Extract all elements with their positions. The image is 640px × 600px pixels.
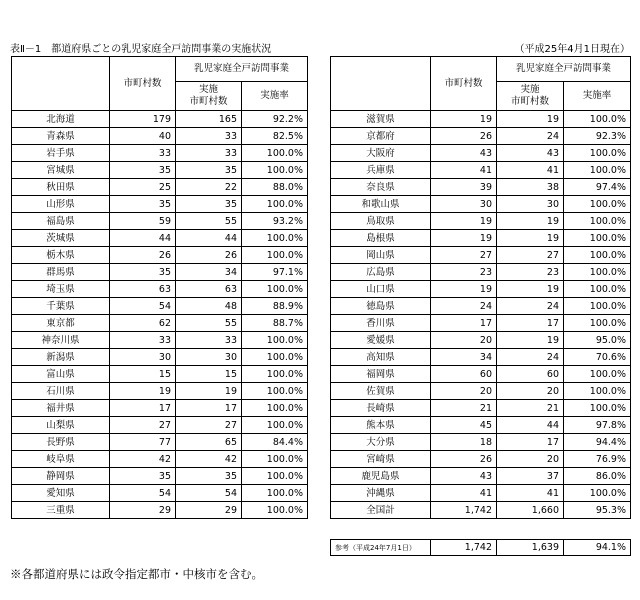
table-row [331,349,631,366]
municipality-count-cell: 20 [431,383,497,400]
implementation-rate-cell: 100.0% [564,230,631,247]
prefecture-cell: 岩手県 [12,145,110,162]
table-row [331,332,631,349]
prefecture-cell: 山口県 [331,281,431,298]
prefecture-cell: 長崎県 [331,400,431,417]
municipality-count-cell: 41 [431,485,497,502]
table-row [331,502,631,519]
prefecture-cell: 三重県 [12,502,110,519]
prefecture-cell: 和歌山県 [331,196,431,213]
implementing-count-cell: 33 [176,332,242,349]
implementing-count-cell: 24 [497,349,564,366]
implementing-count-cell: 37 [497,468,564,485]
implementing-count-cell: 17 [497,315,564,332]
implementing-count-cell: 20 [497,383,564,400]
implementing-count-cell: 33 [176,128,242,145]
prefecture-table-left [11,56,308,519]
implementing-count-cell: 26 [176,247,242,264]
table-row [331,383,631,400]
implementing-count-cell: 44 [176,230,242,247]
table-row [12,111,308,128]
reference-row [331,540,631,556]
table-row [12,162,308,179]
prefecture-table-right [330,56,631,519]
municipality-count-cell: 30 [110,349,176,366]
footnote: ※各都道府県には政令指定都市・中核市を含む。 [10,567,263,581]
prefecture-cell: 福島県 [12,213,110,230]
municipality-count-cell: 20 [431,332,497,349]
municipality-count-cell: 179 [110,111,176,128]
table-row [12,468,308,485]
implementing-count-cell: 34 [176,264,242,281]
implementation-rate-cell: 100.0% [564,400,631,417]
table-row [331,366,631,383]
municipality-count-cell: 62 [110,315,176,332]
implementation-rate-cell: 100.0% [242,502,308,519]
implementation-rate-cell: 100.0% [242,400,308,417]
implementing-count-cell: 29 [176,502,242,519]
implementing-count-cell: 21 [497,400,564,417]
municipality-count-cell: 27 [110,417,176,434]
prefecture-cell: 鳥取県 [331,213,431,230]
implementing-count-cell: 17 [176,400,242,417]
implementing-count-cell: 19 [497,213,564,230]
prefecture-cell: 宮城県 [12,162,110,179]
municipality-count-cell: 18 [431,434,497,451]
implementing-count-cell: 22 [176,179,242,196]
implementation-rate-cell: 88.9% [242,298,308,315]
table-row [12,145,308,162]
implementing-count-cell: 30 [497,196,564,213]
table-row [12,298,308,315]
table-row [331,485,631,502]
implementing-count-cell: 24 [497,128,564,145]
municipality-count-cell: 59 [110,213,176,230]
reference-table [330,539,631,556]
header-program: 乳児家庭全戸訪問事業 [497,57,631,82]
implementing-count-cell: 30 [176,349,242,366]
table-row [331,400,631,417]
table-row [331,230,631,247]
implementation-rate-cell: 100.0% [564,196,631,213]
implementing-count-cell: 35 [176,196,242,213]
municipality-count-cell: 26 [110,247,176,264]
prefecture-cell: 新潟県 [12,349,110,366]
implementation-rate-cell: 100.0% [564,281,631,298]
table-row [12,247,308,264]
header-municipalities: 市町村数 [431,57,497,111]
prefecture-cell: 大阪府 [331,145,431,162]
header-blank [12,57,110,111]
municipality-count-cell: 54 [110,485,176,502]
table-row [12,332,308,349]
prefecture-cell: 青森県 [12,128,110,145]
implementation-rate-cell: 100.0% [564,315,631,332]
implementing-count-cell: 65 [176,434,242,451]
municipality-count-cell: 17 [110,400,176,417]
implementing-count-cell: 42 [176,451,242,468]
prefecture-cell: 島根県 [331,230,431,247]
implementing-count-cell: 165 [176,111,242,128]
implementation-rate-cell: 88.7% [242,315,308,332]
implementing-count-cell: 19 [497,230,564,247]
prefecture-cell: 沖縄県 [331,485,431,502]
municipality-count-cell: 43 [431,468,497,485]
implementation-rate-cell: 100.0% [242,230,308,247]
table-row [12,434,308,451]
header-implementing: 実施 市町村数 [497,82,564,111]
table-row [331,298,631,315]
prefecture-cell: 山梨県 [12,417,110,434]
as-of-date: （平成25年4月1日現在） [514,44,630,55]
municipality-count-cell: 43 [431,145,497,162]
prefecture-cell: 栃木県 [12,247,110,264]
implementation-rate-cell: 100.0% [242,196,308,213]
table-row [12,451,308,468]
municipality-count-cell: 33 [110,332,176,349]
municipality-count-cell: 15 [110,366,176,383]
implementing-count-cell: 27 [497,247,564,264]
implementing-count-cell: 19 [176,383,242,400]
implementation-rate-cell: 86.0% [564,468,631,485]
implementing-count-cell: 43 [497,145,564,162]
municipality-count-cell: 30 [431,196,497,213]
table-row [331,468,631,485]
prefecture-cell: 香川県 [331,315,431,332]
implementation-rate-cell: 100.0% [564,485,631,502]
header-rate: 実施率 [564,82,631,111]
prefecture-cell: 奈良県 [331,179,431,196]
implementation-rate-cell: 100.0% [242,485,308,502]
table-row [331,179,631,196]
municipality-count-cell: 35 [110,264,176,281]
header-municipalities: 市町村数 [110,57,176,111]
municipality-count-cell: 63 [110,281,176,298]
table-row [331,434,631,451]
prefecture-cell: 熊本県 [331,417,431,434]
municipality-count-cell: 26 [431,128,497,145]
implementing-count-cell: 35 [176,162,242,179]
implementing-count-cell: 55 [176,213,242,230]
prefecture-cell: 埼玉県 [12,281,110,298]
implementation-rate-cell: 92.2% [242,111,308,128]
prefecture-cell: 宮崎県 [331,451,431,468]
reference-total: 1,742 [431,540,497,556]
header-blank [331,57,431,111]
implementing-count-cell: 60 [497,366,564,383]
table-row [12,230,308,247]
implementing-count-cell: 27 [176,417,242,434]
prefecture-cell: 北海道 [12,111,110,128]
table-row [12,281,308,298]
municipality-count-cell: 23 [431,264,497,281]
municipality-count-cell: 1,742 [431,502,497,519]
municipality-count-cell: 27 [431,247,497,264]
municipality-count-cell: 24 [431,298,497,315]
implementation-rate-cell: 100.0% [564,383,631,400]
municipality-count-cell: 26 [431,451,497,468]
reference-rate: 94.1% [564,540,631,556]
implementation-rate-cell: 100.0% [242,366,308,383]
table-row [331,196,631,213]
prefecture-cell: 岡山県 [331,247,431,264]
prefecture-cell: 福井県 [12,400,110,417]
prefecture-cell: 愛媛県 [331,332,431,349]
prefecture-cell: 兵庫県 [331,162,431,179]
prefecture-cell: 神奈川県 [12,332,110,349]
implementation-rate-cell: 95.3% [564,502,631,519]
table-row [12,502,308,519]
table-row [12,485,308,502]
implementation-rate-cell: 84.4% [242,434,308,451]
implementing-count-cell: 48 [176,298,242,315]
implementing-count-cell: 15 [176,366,242,383]
municipality-count-cell: 44 [110,230,176,247]
implementation-rate-cell: 100.0% [564,162,631,179]
municipality-count-cell: 35 [110,162,176,179]
prefecture-cell: 京都府 [331,128,431,145]
implementing-count-cell: 41 [497,485,564,502]
table-row [331,247,631,264]
implementation-rate-cell: 100.0% [564,366,631,383]
municipality-count-cell: 34 [431,349,497,366]
prefecture-cell: 岐阜県 [12,451,110,468]
municipality-count-cell: 25 [110,179,176,196]
municipality-count-cell: 19 [431,281,497,298]
prefecture-cell: 徳島県 [331,298,431,315]
prefecture-cell: 千葉県 [12,298,110,315]
prefecture-cell: 静岡県 [12,468,110,485]
implementing-count-cell: 44 [497,417,564,434]
implementing-count-cell: 19 [497,111,564,128]
header-rate: 実施率 [242,82,308,111]
municipality-count-cell: 35 [110,196,176,213]
implementation-rate-cell: 95.0% [564,332,631,349]
prefecture-cell: 茨城県 [12,230,110,247]
header-program: 乳児家庭全戸訪問事業 [176,57,308,82]
implementation-rate-cell: 100.0% [242,162,308,179]
implementing-count-cell: 24 [497,298,564,315]
municipality-count-cell: 35 [110,468,176,485]
table-row [12,366,308,383]
prefecture-cell: 佐賀県 [331,383,431,400]
municipality-count-cell: 17 [431,315,497,332]
table-row [12,196,308,213]
implementing-count-cell: 23 [497,264,564,281]
prefecture-cell: 富山県 [12,366,110,383]
implementation-rate-cell: 100.0% [242,247,308,264]
implementation-rate-cell: 100.0% [564,111,631,128]
table-row [12,179,308,196]
table-row [12,383,308,400]
prefecture-cell: 長野県 [12,434,110,451]
municipality-count-cell: 19 [110,383,176,400]
implementation-rate-cell: 94.4% [564,434,631,451]
implementing-count-cell: 1,660 [497,502,564,519]
implementing-count-cell: 63 [176,281,242,298]
prefecture-cell: 大分県 [331,434,431,451]
municipality-count-cell: 19 [431,111,497,128]
table-row [331,264,631,281]
table-row [331,315,631,332]
implementing-count-cell: 19 [497,332,564,349]
municipality-count-cell: 33 [110,145,176,162]
table-row [12,128,308,145]
implementing-count-cell: 38 [497,179,564,196]
table-row [331,145,631,162]
table-row [331,111,631,128]
reference-label: 参考（平成24年7月1日） [331,540,431,556]
implementing-count-cell: 19 [497,281,564,298]
implementation-rate-cell: 92.3% [564,128,631,145]
implementing-count-cell: 20 [497,451,564,468]
implementing-count-cell: 54 [176,485,242,502]
implementation-rate-cell: 97.8% [564,417,631,434]
implementation-rate-cell: 100.0% [242,332,308,349]
municipality-count-cell: 42 [110,451,176,468]
prefecture-cell: 高知県 [331,349,431,366]
implementing-count-cell: 35 [176,468,242,485]
implementing-count-cell: 33 [176,145,242,162]
implementation-rate-cell: 100.0% [242,417,308,434]
implementation-rate-cell: 97.1% [242,264,308,281]
implementation-rate-cell: 70.6% [564,349,631,366]
implementation-rate-cell: 76.9% [564,451,631,468]
table-row [12,417,308,434]
municipality-count-cell: 77 [110,434,176,451]
table-row [331,128,631,145]
municipality-count-cell: 19 [431,230,497,247]
implementation-rate-cell: 100.0% [564,145,631,162]
municipality-count-cell: 40 [110,128,176,145]
implementation-rate-cell: 100.0% [242,349,308,366]
prefecture-cell: 山形県 [12,196,110,213]
municipality-count-cell: 21 [431,400,497,417]
prefecture-cell: 広島県 [331,264,431,281]
table-row [331,162,631,179]
implementation-rate-cell: 100.0% [242,145,308,162]
prefecture-cell: 福岡県 [331,366,431,383]
implementation-rate-cell: 100.0% [242,281,308,298]
implementation-rate-cell: 100.0% [564,298,631,315]
table-row [12,349,308,366]
table-row [12,315,308,332]
implementing-count-cell: 17 [497,434,564,451]
table-row [12,400,308,417]
implementation-rate-cell: 100.0% [564,264,631,281]
prefecture-cell: 全国計 [331,502,431,519]
header-implementing: 実施 市町村数 [176,82,242,111]
implementing-count-cell: 41 [497,162,564,179]
prefecture-cell: 東京都 [12,315,110,332]
municipality-count-cell: 29 [110,502,176,519]
table-row [12,264,308,281]
table-row [331,213,631,230]
implementation-rate-cell: 97.4% [564,179,631,196]
prefecture-cell: 秋田県 [12,179,110,196]
implementation-rate-cell: 100.0% [564,213,631,230]
reference-implementing: 1,639 [497,540,564,556]
municipality-count-cell: 45 [431,417,497,434]
prefecture-cell: 愛知県 [12,485,110,502]
implementation-rate-cell: 93.2% [242,213,308,230]
implementing-count-cell: 55 [176,315,242,332]
prefecture-cell: 滋賀県 [331,111,431,128]
prefecture-cell: 鹿児島県 [331,468,431,485]
implementation-rate-cell: 88.0% [242,179,308,196]
implementation-rate-cell: 100.0% [564,247,631,264]
table-title: 表Ⅱ－1 都道府県ごとの乳児家庭全戸訪問事業の実施状況 [10,44,272,55]
table-row [331,417,631,434]
municipality-count-cell: 54 [110,298,176,315]
prefecture-cell: 群馬県 [12,264,110,281]
implementation-rate-cell: 82.5% [242,128,308,145]
prefecture-cell: 石川県 [12,383,110,400]
table-row [331,451,631,468]
municipality-count-cell: 41 [431,162,497,179]
implementation-rate-cell: 100.0% [242,383,308,400]
table-row [331,281,631,298]
municipality-count-cell: 60 [431,366,497,383]
municipality-count-cell: 19 [431,213,497,230]
implementation-rate-cell: 100.0% [242,468,308,485]
table-row [12,213,308,230]
municipality-count-cell: 39 [431,179,497,196]
implementation-rate-cell: 100.0% [242,451,308,468]
